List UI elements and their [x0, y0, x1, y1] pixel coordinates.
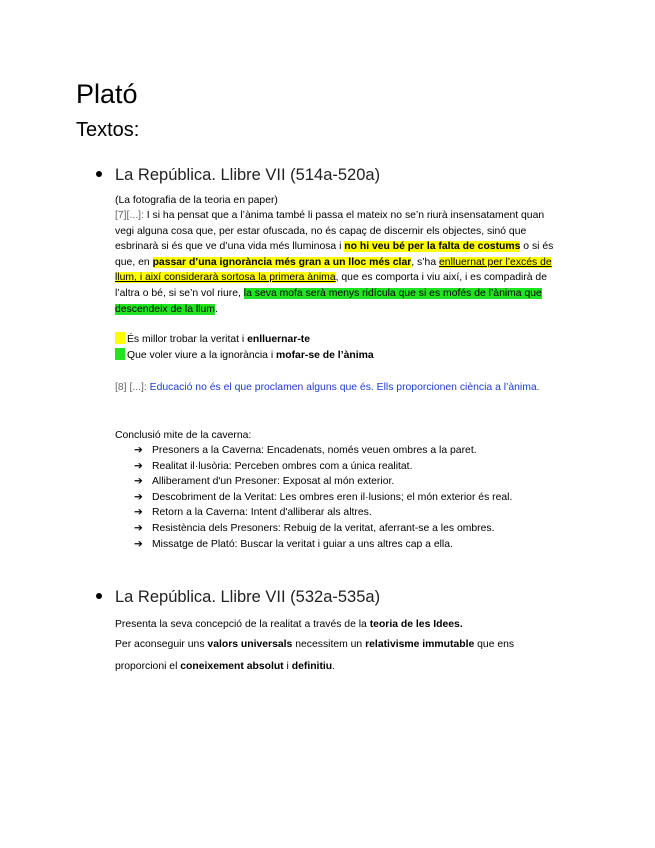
section-2-p1-text: Presenta la seva concepció de la realitat a través de la — [115, 619, 370, 630]
conclusion-item-text: Descobriment de la Veritat: Les ombres eren il·lusions; el món exterior és real. — [152, 491, 513, 503]
quote-7-bold-2: passar d’una ignorància més gran a un lloc més clar — [152, 256, 412, 268]
arrow-right-icon: ➔ — [134, 538, 143, 550]
section-2-p2-text-a: Per aconseguir uns — [115, 639, 208, 650]
section-2-p2-text-e: que ens proporcioni el — [115, 639, 515, 672]
conclusion-item — [134, 459, 574, 475]
highlight-legend — [115, 332, 565, 363]
conclusion-item — [134, 474, 574, 490]
conclusion-item — [134, 521, 574, 537]
quote-7-bold-1: no hi veu bé per la falta de costums — [344, 241, 521, 253]
conclusion-list — [134, 443, 574, 552]
quote-7-text-1: I si ha pensat que a l’ànima també li passa el mateix no se’n riurà insensatament quan vegi alguna cosa que, per estar ofuscada, no és capaç de discernir els objectes, sinó que esbrinarà si és que ve d’una vida més lluminosa i — [115, 210, 545, 253]
conclusion-item-text: Resistència dels Presoners: Rebuig de la veritat, aferrant-se a les ombres. — [152, 522, 495, 534]
section-2-p2-bold-f: coneixement absolut — [180, 661, 284, 672]
conclusion-item-text: Presoners a la Caverna: Encadenats, només veuen ombres a la paret. — [152, 445, 477, 456]
section-2-p2-bold-d: relativisme immutable — [365, 639, 475, 650]
section-1-heading-text: La República. Llibre VII (514a-520a) — [115, 166, 381, 184]
section-2-paragraph-1 — [115, 614, 565, 636]
conclusion-item — [134, 443, 574, 459]
bullet-dot-icon — [96, 171, 102, 177]
section-2-p2-text-c: necessitem un — [292, 639, 366, 650]
section-2-p2-text-i: . — [332, 661, 336, 672]
quote-7-text-2: o si és que, en — [115, 241, 554, 268]
conclusion-item — [134, 537, 574, 553]
legend-yellow-text: És millor trobar la veritat i — [127, 334, 248, 345]
quote-8-text: Educació no és el que proclamen alguns que és. Ells proporcionen ciència a l’ànima. — [146, 382, 540, 393]
arrow-right-icon: ➔ — [134, 476, 143, 488]
legend-row-green — [115, 348, 565, 364]
quote-7-paragraph — [115, 208, 565, 317]
yellow-swatch-icon — [115, 332, 125, 344]
arrow-right-icon: ➔ — [134, 507, 143, 519]
legend-green-bold: mofar-se de l’ànima — [276, 349, 374, 361]
conclusion-item-text: Realitat il·lusòria: Perceben ombres com a única realitat. — [152, 460, 413, 472]
arrow-right-icon: ➔ — [134, 460, 143, 472]
quote-7-text-4: , que es comporta i viu així, i es compadirà de l’altra o bé, si se’n vol riure, — [115, 272, 547, 299]
legend-yellow-bold: enlluernar-te — [247, 334, 311, 345]
bullet-dot-icon — [96, 593, 102, 599]
legend-row-yellow — [115, 332, 565, 348]
section-2-p2-bold-b: valors universals — [207, 639, 293, 650]
section-2-heading — [96, 587, 380, 607]
quote-8-ref: [8] [...]: — [115, 382, 147, 393]
highlight-yellow-1 — [344, 241, 520, 252]
section-2-paragraph-2 — [115, 634, 565, 678]
highlight-yellow-2 — [153, 257, 412, 268]
section-2-p1-bold: teoria de les Idees. — [369, 619, 463, 630]
legend-green-text: Que voler viure a la ignorància i — [127, 349, 277, 361]
conclusion-title — [115, 428, 565, 444]
section-1-photo-note — [115, 193, 565, 209]
highlight-green: la seva mofa serà menys ridícula que si es mofés de l’ànima que descendeix de la llum — [115, 287, 542, 315]
section-2-heading-text: La República. Llibre VII (532a-535a) — [115, 588, 381, 606]
quote-7-text-3: , s’ha — [411, 256, 440, 268]
arrow-right-icon: ➔ — [134, 445, 143, 456]
conclusion-item-text: Retorn a la Caverna: Intent d'alliberar als altres. — [152, 507, 372, 519]
green-swatch-icon — [115, 348, 125, 360]
conclusion-item — [134, 505, 574, 521]
section-1-heading — [96, 165, 380, 185]
quote-7-text-5: . — [214, 303, 218, 315]
conclusion-title-text: Conclusió mite de la caverna: — [115, 430, 252, 441]
quote-7-ref: [7][...]: — [115, 210, 144, 221]
conclusion-item — [134, 490, 574, 506]
section-2-p2-text-g: i — [283, 661, 292, 672]
quote-8-paragraph — [115, 380, 565, 396]
conclusion-item-text: Missatge de Plató: Buscar la veritat i guiar a uns altres cap a ella. — [152, 538, 453, 550]
section-2-p2-bold-h: definitiu — [291, 661, 333, 672]
photo-note-text: (La fotografia de la teoria en paper) — [115, 195, 278, 206]
arrow-right-icon: ➔ — [134, 522, 143, 534]
page-subtitle: Textos: — [76, 119, 140, 141]
highlight-yellow-underline: enlluernat per l’excés de llum, i així considerarà sortosa la primera ànima — [115, 256, 552, 284]
arrow-right-icon: ➔ — [134, 491, 143, 503]
page-title: Plató — [76, 79, 138, 109]
conclusion-item-text: Alliberament d'un Presoner: Exposat al món exterior. — [152, 476, 395, 488]
